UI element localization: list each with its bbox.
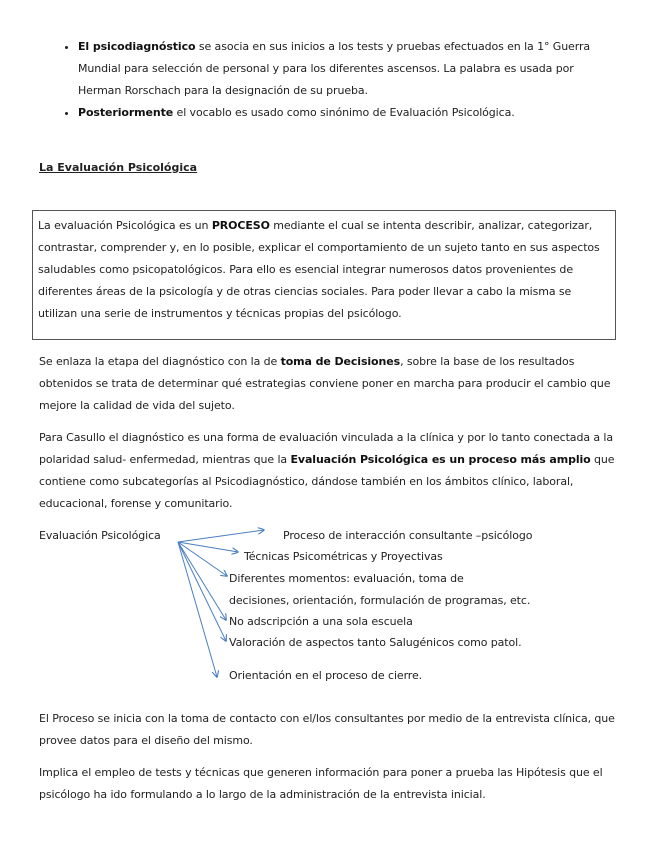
diagram-target-2: Técnicas Psicométricas y Proyectivas <box>244 550 443 563</box>
bullet-text: se asocia en sus inicios a los tests y pruebas efectuados en la 1° Guerra Mundial para selección de personal y para los diferentes ascensos. La palabra es usada por Herman Rorschach para la designación de su prueba. <box>78 40 591 97</box>
para1-post: , sobre la base de los resultados obtenidos se trata de determinar qué estrategias conviene poner en marcha para producir el cambio que mejore la calidad de vida del sujeto. <box>39 355 611 412</box>
bullet-bold: El psicodiagnóstico <box>78 40 196 53</box>
para2-post: que contiene como subcategorías al Psicodiagnóstico, dándose también en los ámbitos clínico, laboral, educacional, forense y comunitario. <box>39 453 615 510</box>
paragraph-hipotesis: Implica el empleo de tests y técnicas que generen información para poner a prueba las Hipótesis que el psicólogo ha ido formulando a lo largo de la administración de la entrevista inicial. <box>39 766 603 801</box>
section-heading: La Evaluación Psicológica <box>39 161 198 174</box>
diagram-target-3-cont: decisiones, orientación, formulación de programas, etc. <box>229 594 531 607</box>
para1-pre: Se enlaza la etapa del diagnóstico con la de <box>39 355 281 368</box>
diagram-source-label: Evaluación Psicológica <box>39 529 161 542</box>
diagram-target-3: Diferentes momentos: evaluación, toma de <box>229 572 464 585</box>
arrow-to-target-2 <box>178 542 238 552</box>
box-text-pre: La evaluación Psicológica es un <box>38 219 212 232</box>
bullet-bold: Posteriormente <box>78 106 174 119</box>
diagram-target-1: Proceso de interacción consultante –psicólogo <box>283 529 533 542</box>
paragraph-proceso-inicio: El Proceso se inicia con la toma de contacto con el/los consultantes por medio de la entrevista clínica, que provee datos para el diseño del mismo. <box>39 712 615 747</box>
diagram-target-4: No adscripción a una sola escuela <box>229 615 413 628</box>
diagram-target-6: Orientación en el proceso de cierre. <box>229 669 423 682</box>
arrow-to-target-3 <box>178 542 227 576</box>
box-text-bold: PROCESO <box>211 219 270 232</box>
diagram-target-5: Valoración de aspectos tanto Salugénicos como patol. <box>229 636 522 649</box>
arrow-to-target-1 <box>178 530 264 542</box>
para2-bold: Evaluación Psicológica es un proceso más amplio <box>290 453 591 466</box>
arrow-to-target-4 <box>178 542 226 620</box>
para1-bold: toma de Decisiones <box>280 355 401 368</box>
box-text-post: mediante el cual se intenta describir, analizar, categorizar, contrastar, comprender y, en lo posible, explicar el comportamiento de un sujeto tanto en sus aspectos saludables como psicopatológicos. Para ello es esencial integrar numerosos datos provenientes de diferentes áreas de la psicología y de otras ciencias sociales. Para poder llevar a cabo la misma se utilizan una serie de instrumentos y técnicas propias del psicólogo. <box>38 219 600 320</box>
para2-pre: Para Casullo el diagnóstico es una forma de evaluación vinculada a la clínica y por lo tanto conectada a la polaridad salud- enfermedad, mientras que la <box>39 431 613 466</box>
bullet-text: el vocablo es usado como sinónimo de Evaluación Psicológica. <box>173 106 515 119</box>
